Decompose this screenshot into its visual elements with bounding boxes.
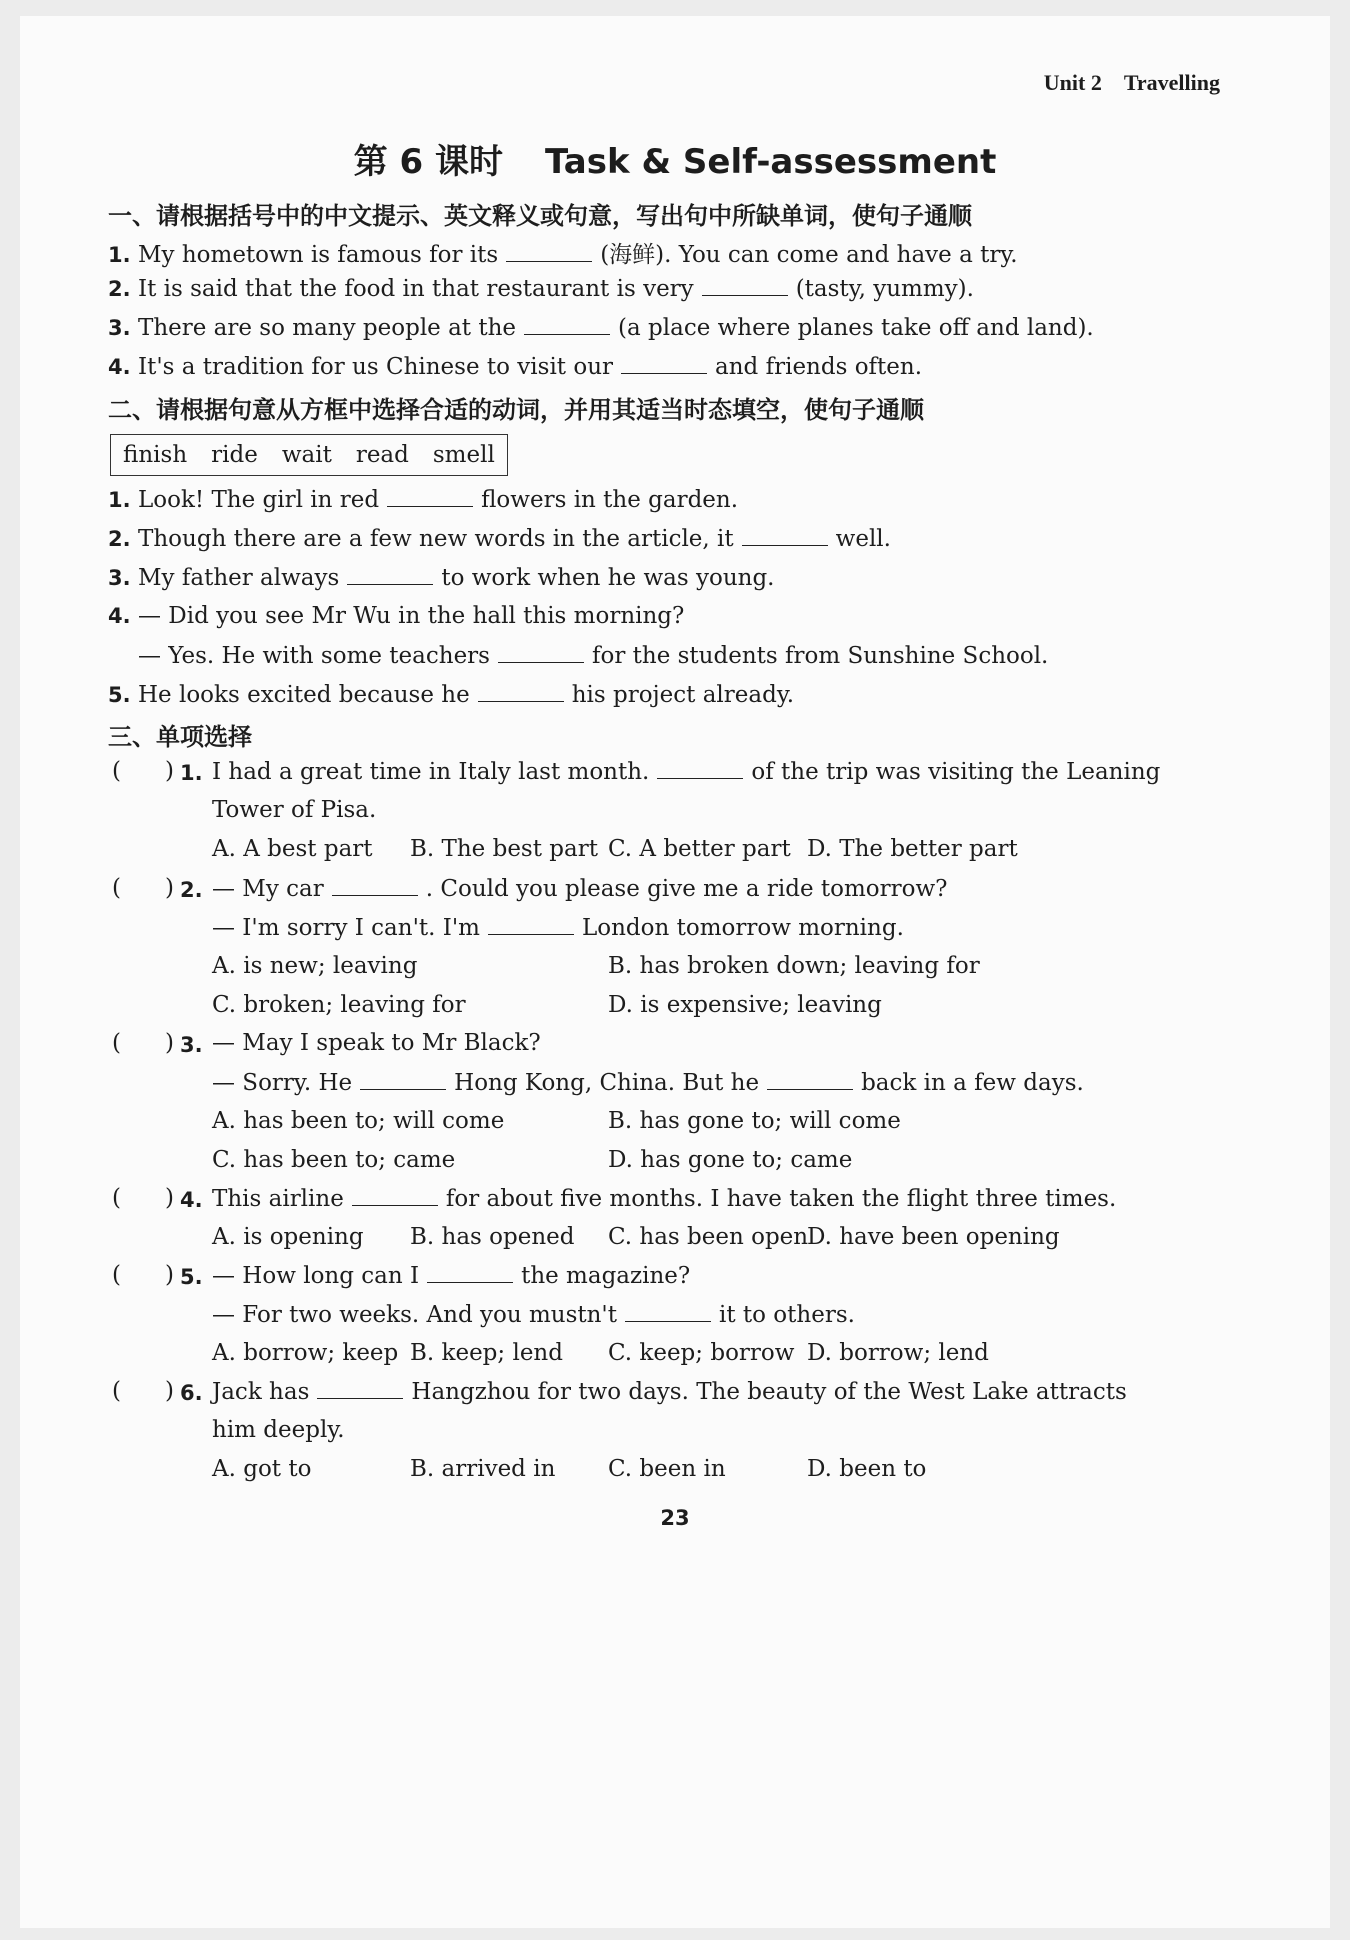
page-number: 23	[660, 1506, 690, 1530]
s1-item-3: 3. There are so many people at the (a place where planes take off and land).	[108, 315, 1094, 341]
running-header	[1044, 70, 1220, 96]
answer-blank[interactable]	[524, 314, 610, 335]
s1-item-4: 4. It's a tradition for us Chinese to visit our and friends often.	[108, 354, 923, 380]
q1-stem-line1: I had a great time in Italy last month. of the trip was visiting the Leaning	[212, 759, 1161, 785]
answer-parentheses[interactable]: (	[112, 875, 121, 901]
option-b[interactable]: B. has opened	[410, 1224, 575, 1250]
answer-blank[interactable]	[332, 875, 418, 896]
q5-stem-line2: — For two weeks. And you mustn't it to others.	[212, 1302, 855, 1328]
word-box	[110, 434, 508, 476]
answer-blank[interactable]	[317, 1378, 403, 1399]
q6-stem-line2: him deeply.	[212, 1417, 345, 1443]
question-number: 3.	[180, 1033, 203, 1057]
answer-blank[interactable]	[387, 486, 473, 507]
word-box-word: finish	[123, 442, 188, 468]
option-d[interactable]: D. borrow; lend	[807, 1340, 989, 1366]
q4-stem-line1: This airline for about five months. I have taken the flight three times.	[212, 1186, 1117, 1212]
option-c[interactable]: C. has been open	[608, 1224, 809, 1250]
question-number: 5.	[180, 1265, 203, 1289]
answer-parentheses[interactable]: (	[112, 1185, 121, 1211]
q3-stem-line2: — Sorry. He Hong Kong, China. But he back in a few days.	[212, 1070, 1084, 1096]
option-b[interactable]: B. The best part	[410, 836, 598, 862]
section-2-heading: 二、请根据句意从方框中选择合适的动词，并用其适当时态填空，使句子通顺	[108, 396, 924, 424]
answer-blank[interactable]	[702, 275, 788, 296]
option-c[interactable]: C. been in	[608, 1456, 726, 1482]
answer-blank[interactable]	[352, 1185, 438, 1206]
s2-item-3: 3. My father always to work when he was young.	[108, 565, 775, 591]
option-c[interactable]: C. has been to; came	[212, 1147, 456, 1173]
answer-blank[interactable]	[657, 758, 743, 779]
option-b[interactable]: B. arrived in	[410, 1456, 556, 1482]
q1-stem-line2: Tower of Pisa.	[212, 797, 377, 823]
s2-item-2: 2. Though there are a few new words in the article, it well.	[108, 526, 891, 552]
option-c[interactable]: C. broken; leaving for	[212, 992, 466, 1018]
unit-label: Unit 2	[1043, 70, 1102, 95]
option-a[interactable]: A. is opening	[212, 1224, 364, 1250]
q6-stem-line1: Jack has Hangzhou for two days. The beauty of the West Lake attracts	[212, 1379, 1127, 1405]
option-c[interactable]: C. A better part	[608, 836, 791, 862]
q2-stem-line1: — My car . Could you please give me a ride tomorrow?	[212, 876, 948, 902]
section-1-heading: 一、请根据括号中的中文提示、英文释义或句意，写出句中所缺单词，使句子通顺	[108, 202, 972, 230]
word-box-word: smell	[432, 442, 495, 468]
answer-blank[interactable]	[488, 914, 574, 935]
answer-parentheses-close: )	[165, 1030, 174, 1056]
section-3-heading: 三、单项选择	[108, 723, 252, 751]
answer-parentheses-close: )	[165, 1378, 174, 1404]
answer-blank[interactable]	[347, 564, 433, 585]
answer-blank[interactable]	[742, 525, 828, 546]
s2-item-4-reply: — Yes. He with some teachers for the students from Sunshine School.	[138, 643, 1049, 669]
word-box-word: ride	[211, 442, 258, 468]
answer-parentheses[interactable]: (	[112, 1030, 121, 1056]
option-d[interactable]: D. been to	[807, 1456, 927, 1482]
option-c[interactable]: C. keep; borrow	[608, 1340, 795, 1366]
option-b[interactable]: B. has broken down; leaving for	[608, 953, 980, 979]
answer-blank[interactable]	[506, 241, 592, 262]
unit-topic: Travelling	[1123, 70, 1220, 95]
option-d[interactable]: D. has gone to; came	[608, 1147, 853, 1173]
question-number: 2.	[180, 878, 203, 902]
answer-parentheses-close: )	[165, 1262, 174, 1288]
answer-blank[interactable]	[478, 681, 564, 702]
q5-stem-line1: — How long can I the magazine?	[212, 1263, 691, 1289]
answer-parentheses[interactable]: (	[112, 1378, 121, 1404]
answer-parentheses-close: )	[165, 875, 174, 901]
option-a[interactable]: A. borrow; keep	[212, 1340, 399, 1366]
option-d[interactable]: D. have been opening	[807, 1224, 1060, 1250]
question-number: 6.	[180, 1381, 203, 1405]
answer-parentheses[interactable]: (	[112, 758, 121, 784]
answer-blank[interactable]	[625, 1301, 711, 1322]
q2-stem-line2: — I'm sorry I can't. I'm London tomorrow morning.	[212, 915, 904, 941]
word-box-word: read	[355, 442, 409, 468]
s1-item-2: 2. It is said that the food in that restaurant is very (tasty, yummy).	[108, 276, 974, 302]
lesson-subject: Task & Self-assessment	[545, 142, 997, 182]
answer-parentheses-close: )	[165, 758, 174, 784]
question-number: 1.	[180, 761, 203, 785]
option-a[interactable]: A. got to	[212, 1456, 312, 1482]
option-a[interactable]: A. is new; leaving	[212, 953, 418, 979]
answer-blank[interactable]	[360, 1069, 446, 1090]
answer-blank[interactable]	[427, 1262, 513, 1283]
s1-item-1: 1. My hometown is famous for its (海鲜). You can come and have a try.	[108, 242, 1018, 268]
option-d[interactable]: D. is expensive; leaving	[608, 992, 882, 1018]
option-a[interactable]: A. A best part	[212, 836, 373, 862]
q3-stem-line1: — May I speak to Mr Black?	[212, 1030, 541, 1056]
s2-item-5: 5. He looks excited because he his project already.	[108, 682, 795, 708]
lesson-label: 第 6 课时	[353, 142, 503, 182]
option-b[interactable]: B. keep; lend	[410, 1340, 563, 1366]
s2-item-1: 1. Look! The girl in red flowers in the garden.	[108, 487, 739, 513]
s2-item-4: 4. — Did you see Mr Wu in the hall this morning?	[108, 603, 685, 629]
answer-parentheses-close: )	[165, 1185, 174, 1211]
option-a[interactable]: A. has been to; will come	[212, 1108, 505, 1134]
question-number: 4.	[180, 1188, 203, 1212]
page-title	[20, 134, 1330, 183]
worksheet-page	[20, 16, 1330, 1928]
answer-blank[interactable]	[498, 642, 584, 663]
option-d[interactable]: D. The better part	[807, 836, 1018, 862]
answer-blank[interactable]	[767, 1069, 853, 1090]
word-box-word: wait	[281, 442, 332, 468]
option-b[interactable]: B. has gone to; will come	[608, 1108, 901, 1134]
answer-parentheses[interactable]: (	[112, 1262, 121, 1288]
answer-blank[interactable]	[621, 353, 707, 374]
